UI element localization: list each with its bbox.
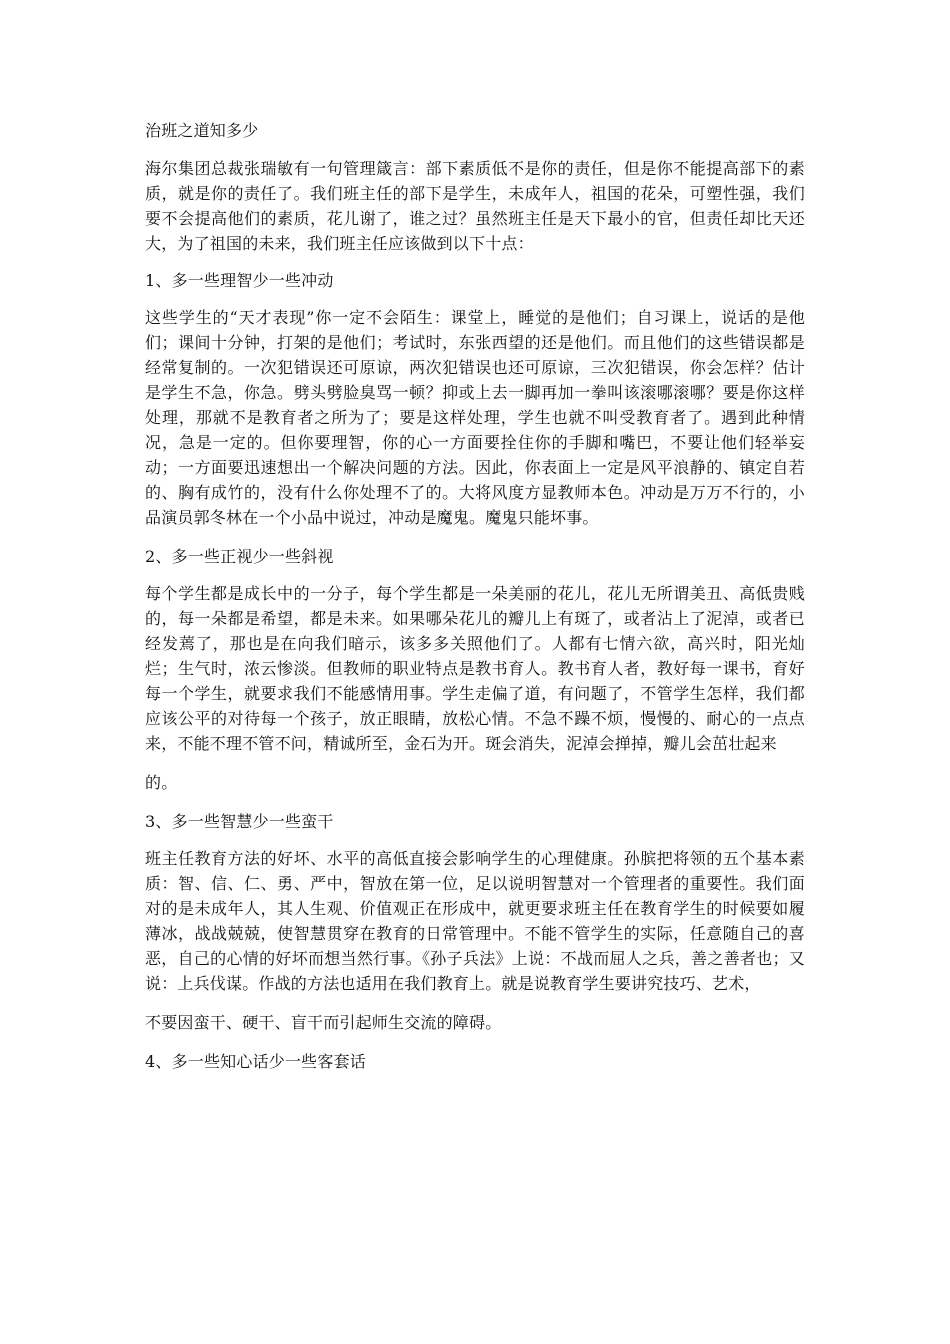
intro-paragraph: 海尔集团总裁张瑞敏有一句管理箴言：部下素质低不是你的责任，但是你不能提高部下的素质，就是你的责任了。我们班主任的部下是学生，未成年人，祖国的花朵，可塑性强，我们要不会提高他们的素质，花儿谢了，谁之过？虽然班主任是天下最小的官，但责任却比天还大，为了祖国的未来，我们班主任应该做到以下十点： [145, 159, 805, 253]
section-heading-4: 4、多一些知心话少一些客套话 [145, 1052, 366, 1071]
document-page [145, 118, 805, 1086]
section-3-paragraph: 班主任教育方法的好坏、水平的高低直接会影响学生的心理健康。孙膑把将领的五个基本素质：智、信、仁、勇、严中，智放在第一位，足以说明智慧对一个管理者的重要性。我们面对的是未成年人，其人生观、价值观正在形成中，就更要求班主任在教育学生的时候要如履薄冰，战战兢兢，使智慧贯穿在教育的日常管理中。不能不管学生的实际，任意随自己的喜恶，自己的心情的好坏而想当然行事。《孙子兵法》上说：不战而屈人之兵，善之善者也；又说：上兵伐谋。作战的方法也适用在我们教育上。就是说教育学生要讲究技巧、艺术， [145, 849, 805, 993]
section-heading-3: 3、多一些智慧少一些蛮干 [145, 812, 334, 831]
section-1-paragraph: 这些学生的“天才表现”你一定不会陌生：课堂上，睡觉的是他们；自习课上，说话的是他们；课间十分钟，打架的是他们；考试时，东张西望的还是他们。而且他们的这些错误都是经常复制的。一次犯错误还可原谅，两次犯错误也还可原谅，三次犯错误，你会怎样？估计是学生不急，你急。劈头劈脸臭骂一顿？抑或上去一脚再加一拳叫该滚哪滚哪？要是你这样处理，那就不是教育者之所为了；要是这样处理，学生也就不叫受教育者了。遇到此种情况，急是一定的。但你要理智，你的心一方面要拴住你的手脚和嘴巴，不要让他们轻举妄动；一方面要迅速想出一个解决问题的方法。因此，你表面上一定是风平浪静的、镇定自若的、胸有成竹的，没有什么你处理不了的。大将风度方显教师本色。冲动是万万不行的，小品演员郭冬林在一个小品中说过，冲动是魔鬼。魔鬼只能坏事。 [145, 308, 805, 527]
document-title: 治班之道知多少 [145, 121, 259, 140]
section-2-paragraph: 每个学生都是成长中的一分子，每个学生都是一朵美丽的花儿，花儿无所谓美丑、高低贵贱的，每一朵都是希望，都是未来。如果哪朵花儿的瓣儿上有斑了，或者沾上了泥淖，或者已经发蔫了，那也是在向我们暗示，该多多关照他们了。人都有七情六欲，高兴时，阳光灿烂；生气时，浓云惨淡。但教师的职业特点是教书育人。教书育人者，教好每一课书，育好每一个学生，就要求我们不能感情用事。学生走偏了道，有问题了，不管学生怎样，我们都应该公平的对待每一个孩子，放正眼睛，放松心情。不急不躁不烦，慢慢的、耐心的一点点来，不能不理不管不问，精诚所至，金石为开。斑会消失，泥淖会掸掉，瓣儿会茁壮起来 [145, 584, 805, 753]
section-2-paragraph-continuation: 的。 [145, 773, 178, 792]
section-heading-1: 1、多一些理智少一些冲动 [145, 271, 334, 290]
section-3-paragraph-continuation: 不要因蛮干、硬干、盲干而引起师生交流的障碍。 [145, 1013, 502, 1032]
section-heading-2: 2、多一些正视少一些斜视 [145, 547, 334, 566]
